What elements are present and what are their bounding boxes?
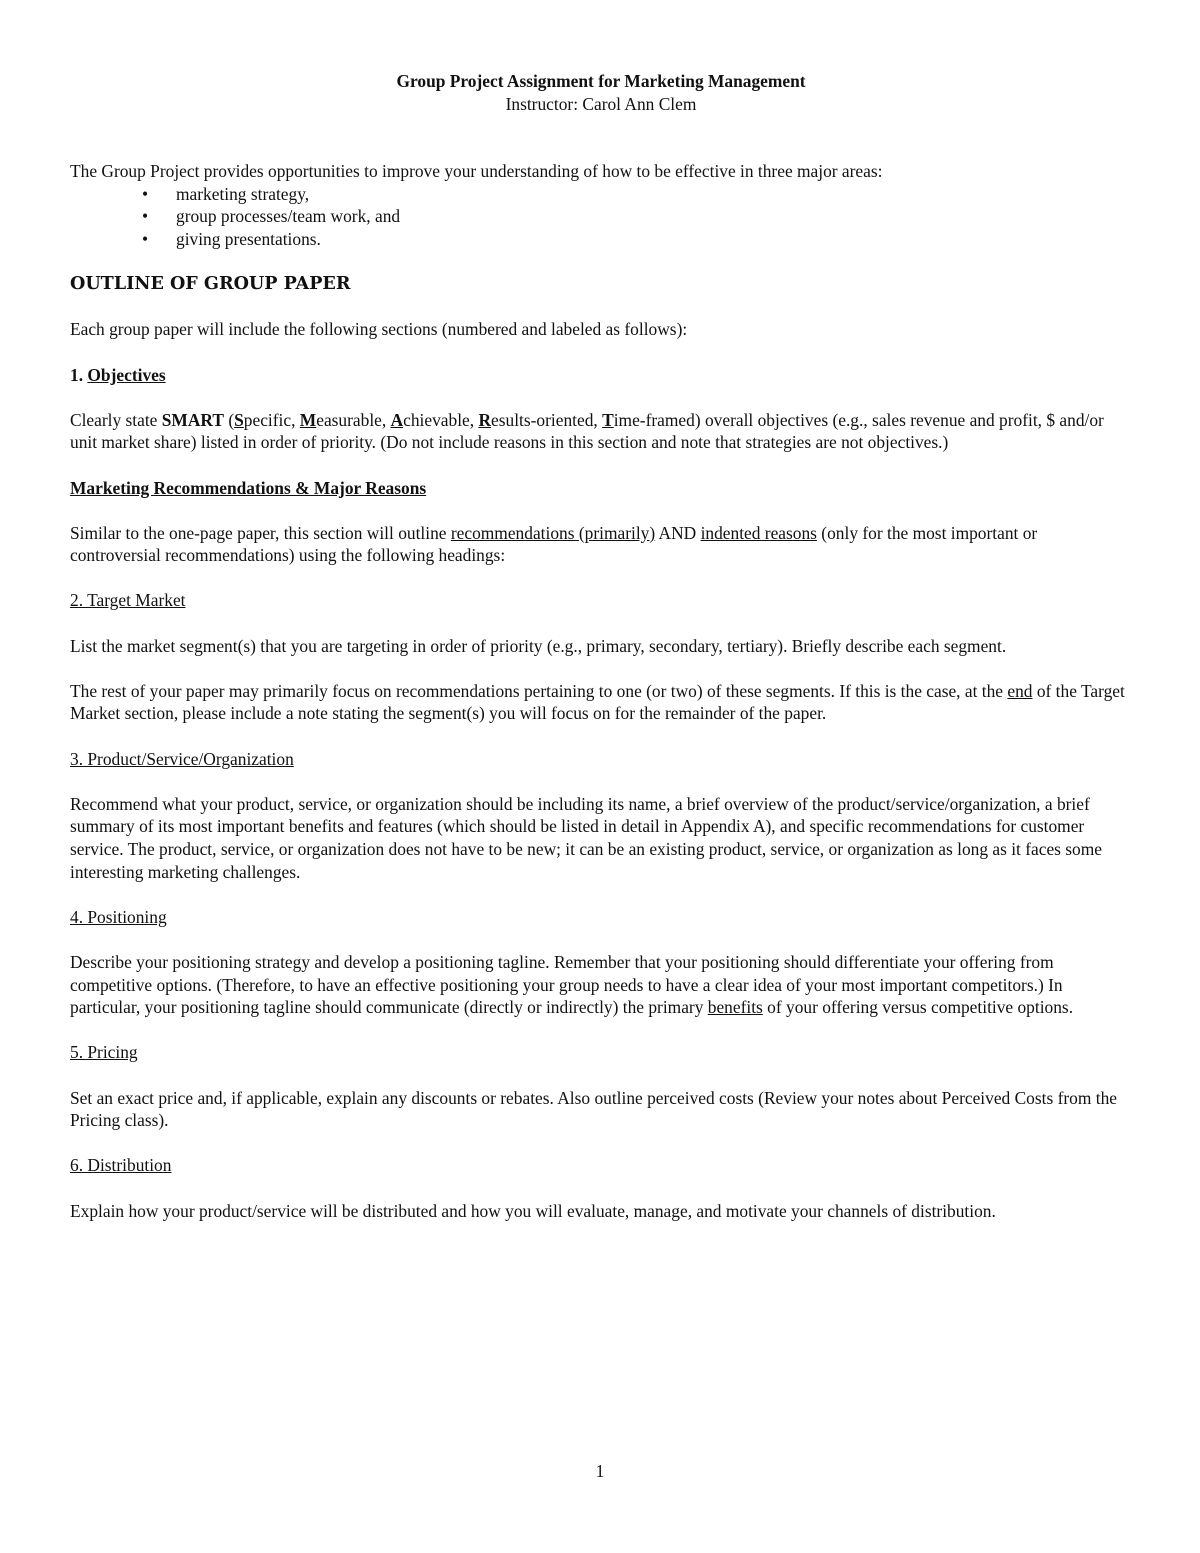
distribution-heading: 6. Distribution — [70, 1155, 172, 1176]
intro-bullet-list — [70, 183, 1132, 251]
bullet-icon: • — [142, 206, 149, 227]
distribution-paragraph: Explain how your product/service will be distributed and how you will evaluate, manage, and motivate your channels of distribution. — [70, 1200, 996, 1221]
document-page — [70, 70, 1132, 1245]
target-market-paragraph: List the market segment(s) that you are targeting in order of priority (e.g., primary, secondary, tertiary). Briefly describe each segment. — [70, 635, 1007, 656]
list-item: • marketing strategy, — [142, 183, 310, 204]
objectives-paragraph: Clearly state SMART (Specific, Measurable, Achievable, Results-oriented, Time-framed) overall objectives (e.g., sales revenue and profit, $ and/or unit market share) listed in order of priority. (Do not include reasons in this section and note that strategies are not objectives.) — [70, 409, 1104, 453]
bullet-icon: • — [142, 183, 149, 204]
target-market-heading: 2. Target Market — [70, 590, 186, 611]
recommendations-paragraph: Similar to the one-page paper, this section will outline recommendations (primarily) AND indented reasons (only for the most important or controversial recommendations) using the following headings: — [70, 522, 1038, 566]
product-paragraph: Recommend what your product, service, or organization should be including its name, a brief overview of the product/service/organization, a brief summary of its most important benefits and features (which should be listed in detail in Appendix A), and specific recommendations for customer service. The product, service, or organization does not have to be new; it can be an existing product, service, or organization as long as it faces some interesting marketing challenges. — [70, 793, 1102, 882]
product-heading: 3. Product/Service/Organization — [70, 748, 294, 769]
intro-paragraph: The Group Project provides opportunities to improve your understanding of how to be effective in three major areas: — [70, 161, 883, 182]
objectives-heading: 1. Objectives — [70, 364, 166, 385]
document-title: Group Project Assignment for Marketing Management — [396, 71, 806, 91]
instructor-line: Instructor: Carol Ann Clem — [505, 93, 697, 114]
target-market-note-paragraph: The rest of your paper may primarily focus on recommendations pertaining to one (or two) of these segments. If this is the case, at the end of the Target Market section, please include a note stating the segment(s) you will focus on for the remainder of the paper. — [70, 680, 1125, 724]
positioning-heading: 4. Positioning — [70, 906, 167, 927]
outline-heading: OUTLINE OF GROUP PAPER — [70, 273, 351, 295]
list-item: • giving presentations. — [142, 228, 321, 249]
pricing-paragraph: Set an exact price and, if applicable, explain any discounts or rebates. Also outline perceived costs (Review your notes about Perceived Costs from the Pricing class). — [70, 1087, 1117, 1131]
pricing-heading: 5. Pricing — [70, 1042, 138, 1063]
page-number: 1 — [595, 1461, 605, 1481]
bullet-icon: • — [142, 228, 149, 249]
list-item: • group processes/team work, and — [142, 206, 401, 227]
recommendations-heading: Marketing Recommendations & Major Reasons — [70, 477, 427, 498]
positioning-paragraph: Describe your positioning strategy and develop a positioning tagline. Remember that your positioning should differentiate your offering from competitive options. (Therefore, to have an effective positioning your group needs to have a clear idea of your most important competitors.) In particular, your positioning tagline should communicate (directly or indirectly) the primary benefits of your offering versus competitive options. — [70, 951, 1074, 1018]
outline-intro: Each group paper will include the following sections (numbered and labeled as follows): — [70, 319, 688, 340]
